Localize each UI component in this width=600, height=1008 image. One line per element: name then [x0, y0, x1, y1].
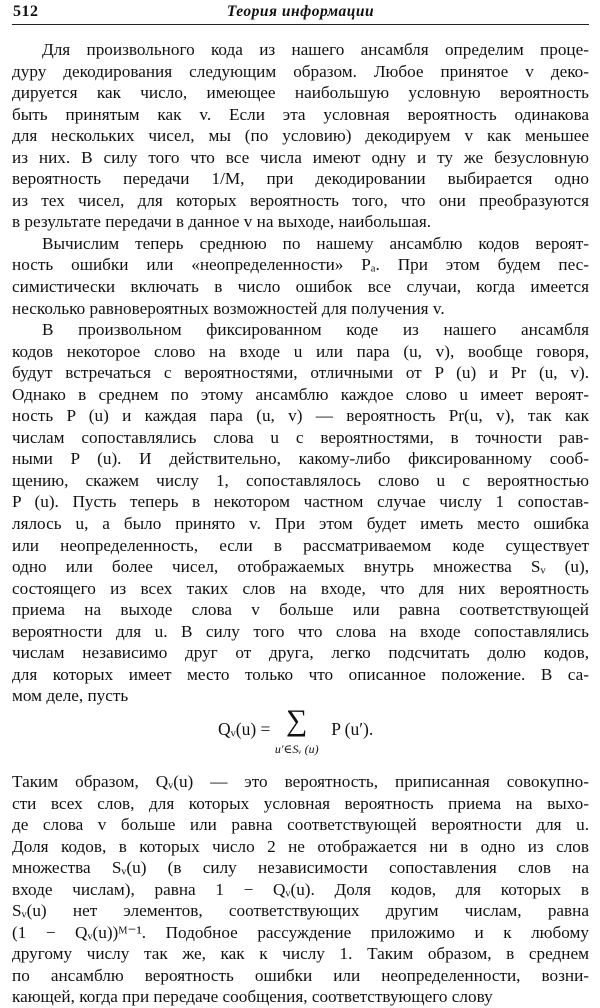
text-line: В произвольном фиксированном коде из нашего ансамбля: [42, 320, 589, 340]
body-text: [12, 39, 589, 1008]
formula-lhs: Qᵥ(u) =: [218, 718, 271, 739]
text-line: мом деле, пусть: [12, 686, 129, 706]
text-line: числам независимо друг от друга, легко подсчитать долю кодов,: [12, 643, 589, 663]
text-line: лялось u, а было принято v. При этом будет иметь место ошибка: [12, 514, 589, 534]
text-line: кающей, когда при передаче сообщения, соответствующего слову: [12, 987, 493, 1007]
paragraph: [12, 771, 589, 1008]
text-line: будут встречаться с вероятностями, отличными от P (u) и Pr (u, v).: [12, 363, 589, 383]
display-formula: [12, 703, 589, 771]
text-line: состоящего из всех таких слов на входе, что для них вероятность: [12, 578, 589, 598]
text-line: из них. В силу того что все числа имеют одну и ту же безусловную: [12, 147, 589, 167]
sigma-symbol: ∑: [285, 703, 308, 737]
text-line: ность ошибки или «неопределенности» Pₐ. При этом будем пес-: [12, 255, 589, 275]
text-line: для нескольких чисел, мы (по условию) декодируем v как меньшее: [12, 126, 589, 146]
running-title: Теория информации: [226, 3, 375, 20]
text-line: для которых имеет место только что описанное положение. В са-: [12, 664, 589, 684]
text-line: Для произвольного кода из нашего ансамбля определим проце-: [42, 40, 589, 59]
text-line: приема на выходе слова v больше или равна соответствующей: [12, 600, 589, 620]
text-line: ными P (u). И действительно, какому-либо фиксированному сооб-: [12, 449, 589, 469]
text-line: (1 − Qᵥ(u))ᴹ⁻¹. Подобное рассуждение приложимо и к любому: [12, 922, 589, 942]
text-line: Таким образом, Qᵥ(u) — это вероятность, приписанная совокупно-: [12, 771, 589, 791]
page-number: 512: [13, 3, 39, 20]
text-line: Вычислим теперь среднюю по нашему ансамблю кодов вероят-: [42, 233, 589, 253]
text-line: по ансамблю вероятность ошибки или неопределенности, возни-: [12, 965, 589, 985]
text-line: из тех чисел, для которых вероятность того, что они преобразуются: [12, 190, 589, 210]
text-line: быть принятым как v. Если эта условная вероятность одинакова: [12, 104, 589, 124]
text-line: вероятность передачи 1/M, при декодировании выбирается одно: [12, 169, 589, 189]
text-line: Доля кодов, в которых число 2 не отображается ни в одно из слов: [12, 836, 589, 856]
text-block-before-formula: [12, 39, 589, 707]
sum-index: u′∈Sᵥ (u): [274, 741, 319, 756]
text-line: Sᵥ(u) нет элементов, соответствующих другим числам, равна: [12, 901, 589, 921]
text-line: числам сопоставлялись слова u с вероятностями, в точности рав-: [12, 427, 589, 447]
summation: [274, 703, 327, 756]
formula-rhs: P (u′).: [331, 718, 374, 739]
text-line: ность P (u) и каждая пара (u, v) — вероятность Pr(u, v), так как: [12, 406, 589, 426]
text-line: или неопределенность, если в рассматриваемом коде существует: [12, 535, 589, 555]
formula-expression: [218, 703, 374, 756]
text-line: дуру декодирования следующим образом. Любое принятое v деко-: [12, 61, 589, 81]
text-line: де слова v больше или равна соответствующей вероятности для u.: [12, 815, 589, 835]
text-line: входе числам), равна 1 − Qᵥ(u). Доля кодов, для которых в: [12, 879, 589, 899]
paragraph: [12, 233, 589, 319]
paragraph: [12, 319, 589, 707]
text-line: множества Sᵥ(u) (в силу независимости сопоставления слов на: [12, 858, 589, 878]
text-line: дируется как число, имеющее наибольшую условную вероятность: [12, 83, 589, 103]
text-line: P (u). Пусть теперь в некотором частном случае числу 1 сопостав-: [12, 492, 589, 512]
text-line: симистически включать в число ошибок все случаи, когда имеется: [12, 277, 589, 297]
text-line: в результате передачи в данное v на выходе, наибольшая.: [12, 212, 432, 232]
text-block-after-formula: [12, 771, 589, 1008]
text-line: кодов некоторое слово на входе u или пара (u, v), вообще говоря,: [12, 341, 589, 361]
text-line: вероятности для u. В силу того что слова на входе сопоставлялись: [12, 621, 589, 641]
text-line: другому числу так же, как к числу 1. Таким образом, в среднем: [12, 944, 589, 964]
text-line: щению, скажем числу 1, сопоставлялось слово u с вероятностью: [12, 470, 589, 490]
paragraph: [12, 39, 589, 233]
text-line: сти всех слов, для которых условная вероятность приема на выхо-: [12, 793, 589, 813]
text-line: несколько равновероятных возможностей для получения v.: [12, 298, 445, 318]
running-header: [12, 2, 589, 25]
text-line: одно или более чисел, отображаемых внутрь множества Sᵥ (u),: [12, 557, 589, 577]
text-line: Однако в среднем по этому ансамблю каждое слово u имеет вероят-: [12, 384, 589, 404]
